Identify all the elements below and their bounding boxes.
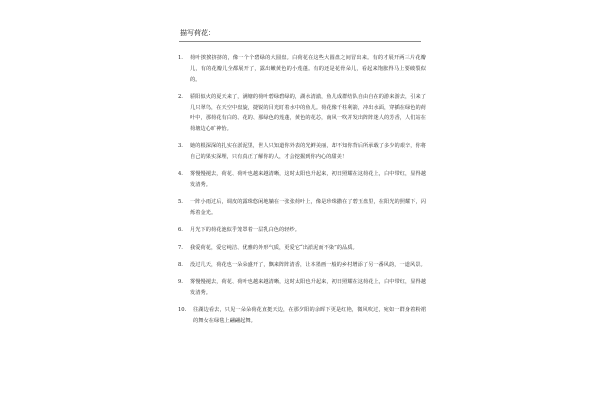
list-item: [178, 141, 426, 163]
list-item: [178, 169, 426, 191]
item-text: 荷叶挨挨挤挤的，像一个个碧绿的大圆盘。白荷花在这些大圆盘之间冒出来。有的才展开两三片花瓣儿，有的花瓣儿全都展开了，露出嫩黄色的小莲蓬。有的还是花骨朵儿，看起来饱胀得马上要破裂似的。: [190, 55, 426, 83]
list-item: [178, 53, 426, 85]
item-number: 8.: [178, 261, 183, 268]
item-text: 她的根深深的扎实在淤泥里，世人只知道你外表的光鲜美丽，却不知你背后所承载了多少的艰辛，你将自己的果实深埋，只有真正了解你的人，才会挖掘到你内心的甜美！: [190, 143, 426, 161]
document-title: 描写荷花：: [180, 29, 215, 37]
title-underline: [179, 41, 421, 42]
item-text: 我爱荷花，爱它纯洁、优雅的外形气质，更爱它“出淤泥而不染”的品质。: [190, 244, 358, 251]
item-number: 7.: [178, 244, 183, 251]
item-text: 月光下的荷花池似乎笼罩着一层乳白色的轻纱。: [190, 227, 300, 234]
item-number: 1.: [178, 55, 183, 61]
item-number: 5.: [178, 199, 183, 206]
item-number: 6.: [178, 227, 183, 234]
list-item: [178, 305, 426, 327]
list-item: [178, 92, 426, 135]
item-number: 10.: [178, 306, 187, 313]
item-text: 雾慢慢褪去，荷花、荷叶也越来越清晰，这时太阳也升起来，初日照耀在这荷花上，白中带红，显得越发清秀。: [190, 278, 426, 296]
item-text: 没过几天，荷花也一朵朵盛开了，飘来阵阵清香，让本墨画一般的乡村增添了另一番风韵，一道风景。: [190, 261, 426, 268]
list-item: [178, 197, 426, 219]
list-item: [178, 225, 426, 236]
item-text: 一阵小雨过后，调皮的露珠悠闲地躺在一张张荷叶上，像是珍珠撒在了碧玉盘里，在阳光的照耀下，闪烁着金光。: [190, 199, 426, 217]
list-item: [178, 243, 426, 254]
item-number: 2.: [178, 93, 183, 100]
list-item: [178, 277, 426, 299]
item-text: 往湖边看去，只见一朵朵荷花直挺天边，在那夕阳的余晖下更是红艳，微风吹过，宛如一群身着粉裙的舞女在绿毯上翩翩起舞。: [193, 306, 426, 324]
item-text: 骄阳似火的夏天来了，满塘的荷叶碧绿碧绿的，湖水清澈，鱼儿成群结队自由自在的游来游去，引来了几只翠鸟，在天空中盘旋，捷锐的目光盯着水中的鱼儿。荷花像千柱利箭，冲出水面，穿插在绿色的荷叶中，那荷花有白的、花的、那绿色的莲蓬，黄色的花芯，南风一吹并发出阵阵迷人的芳香，人们站在荷塘边心旷神怡。: [190, 93, 426, 133]
item-text: 雾慢慢褪去，荷花、荷叶也越来越清晰，这时太阳也升起来，初日照耀在这荷花上，白中带红，显得越发清秀。: [190, 171, 426, 189]
item-number: 4.: [178, 171, 183, 178]
item-number: 3.: [178, 143, 183, 150]
list-item: [178, 260, 426, 271]
description-list: [178, 53, 426, 333]
item-number: 9.: [178, 278, 183, 285]
